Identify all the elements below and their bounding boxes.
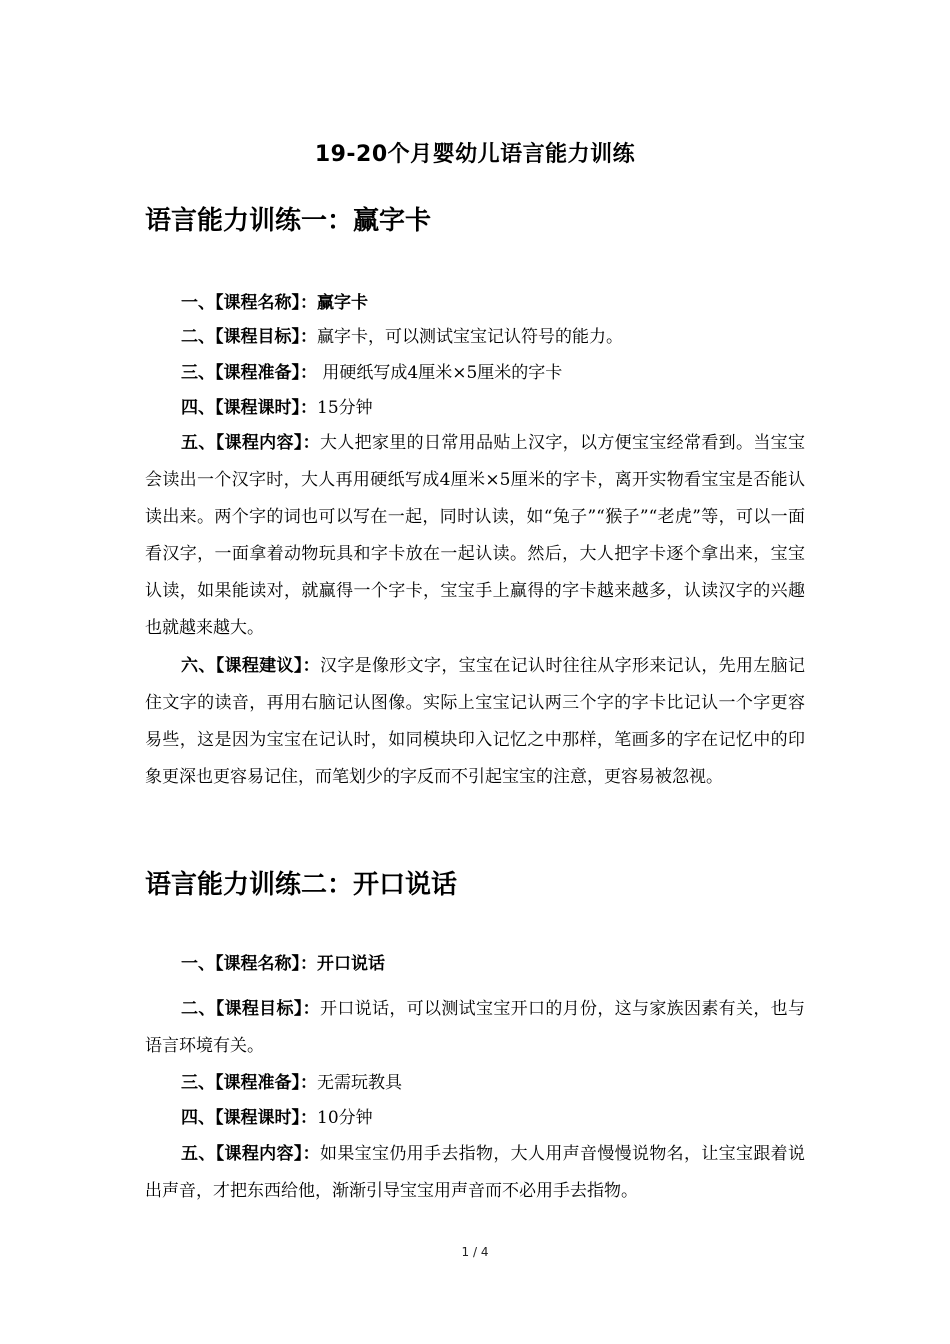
s1-course-content-label: 五、【课程内容】： xyxy=(181,433,320,453)
section-heading-2: 语言能力训练二：开口说话 xyxy=(145,870,458,900)
s1-course-goal-label: 二、【课程目标】： xyxy=(181,327,317,347)
s1-course-time-label: 四、【课程课时】： xyxy=(181,398,317,418)
s2-course-goal xyxy=(145,991,805,1065)
s1-course-name-value: 赢字卡 xyxy=(317,293,368,313)
s1-course-advice xyxy=(145,648,805,796)
s2-course-time-label: 四、【课程课时】： xyxy=(181,1108,317,1128)
s2-course-content-text: 如果宝宝仍用手去指物，大人用声音慢慢说物名，让宝宝跟着说出声音，才把东西给他，渐渐引导宝宝用声音而不必用手去指物。 xyxy=(145,1144,805,1201)
s1-course-prep-label: 三、【课程准备】： xyxy=(181,363,317,383)
s1-course-content xyxy=(145,425,805,647)
s2-course-content xyxy=(145,1136,805,1210)
s1-course-prep-text: 用硬纸写成4厘米×5厘米的字卡 xyxy=(317,363,563,383)
section-heading-1: 语言能力训练一：赢字卡 xyxy=(145,206,432,236)
s2-course-goal-text: 开口说话，可以测试宝宝开口的月份，这与家族因素有关，也与语言环境有关。 xyxy=(145,999,805,1056)
s2-course-name xyxy=(145,946,805,983)
s2-course-goal-label: 二、【课程目标】： xyxy=(181,999,320,1019)
page-number: 1 / 4 xyxy=(461,1245,489,1259)
s2-course-time xyxy=(145,1100,805,1137)
s2-course-prep-label: 三、【课程准备】： xyxy=(181,1073,317,1093)
s1-course-time xyxy=(145,390,805,427)
s1-course-name xyxy=(145,285,805,322)
s1-course-advice-text: 汉字是像形文字，宝宝在记认时往往从字形来记认，先用左脑记住文字的读音，再用右脑记认图像。实际上宝宝记认两三个字的字卡比记认一个字更容易些，这是因为宝宝在记认时，如同模块印入记忆之中那样，笔画多的字在记忆中的印象更深也更容易记住，而笔划少的字反而不引起宝宝的注意，更容易被忽视。 xyxy=(145,656,805,787)
s2-course-name-label: 一、【课程名称】： xyxy=(181,954,317,974)
s2-course-content-label: 五、【课程内容】： xyxy=(181,1144,320,1164)
s1-course-goal xyxy=(145,319,805,356)
s2-course-name-value: 开口说话 xyxy=(317,954,385,974)
s2-course-prep-text: 无需玩教具 xyxy=(317,1073,402,1093)
s1-course-content-text: 大人把家里的日常用品贴上汉字，以方便宝宝经常看到。当宝宝会读出一个汉字时，大人再用硬纸写成4厘米×5厘米的字卡，离开实物看宝宝是否能认读出来。两个字的词也可以写在一起，同时认读，如“兔子”“猴子”“老虎”等，可以一面看汉字，一面拿着动物玩具和字卡放在一起认读。然后，大人把字卡逐个拿出来，宝宝认读，如果能读对，就赢得一个字卡，宝宝手上赢得的字卡越来越多，认读汉字的兴趣也就越来越大。 xyxy=(145,433,805,638)
s2-course-time-text: 10分钟 xyxy=(317,1108,373,1128)
s1-course-goal-text: 赢字卡，可以测试宝宝记认符号的能力。 xyxy=(317,327,623,347)
s1-course-advice-label: 六、【课程建议】： xyxy=(181,656,320,676)
s1-course-time-text: 15分钟 xyxy=(317,398,373,418)
s1-course-prep xyxy=(145,355,805,392)
s2-course-prep xyxy=(145,1065,805,1102)
document-title: 19-20个月婴幼儿语言能力训练 xyxy=(314,142,636,167)
s1-course-name-label: 一、【课程名称】： xyxy=(181,293,317,313)
